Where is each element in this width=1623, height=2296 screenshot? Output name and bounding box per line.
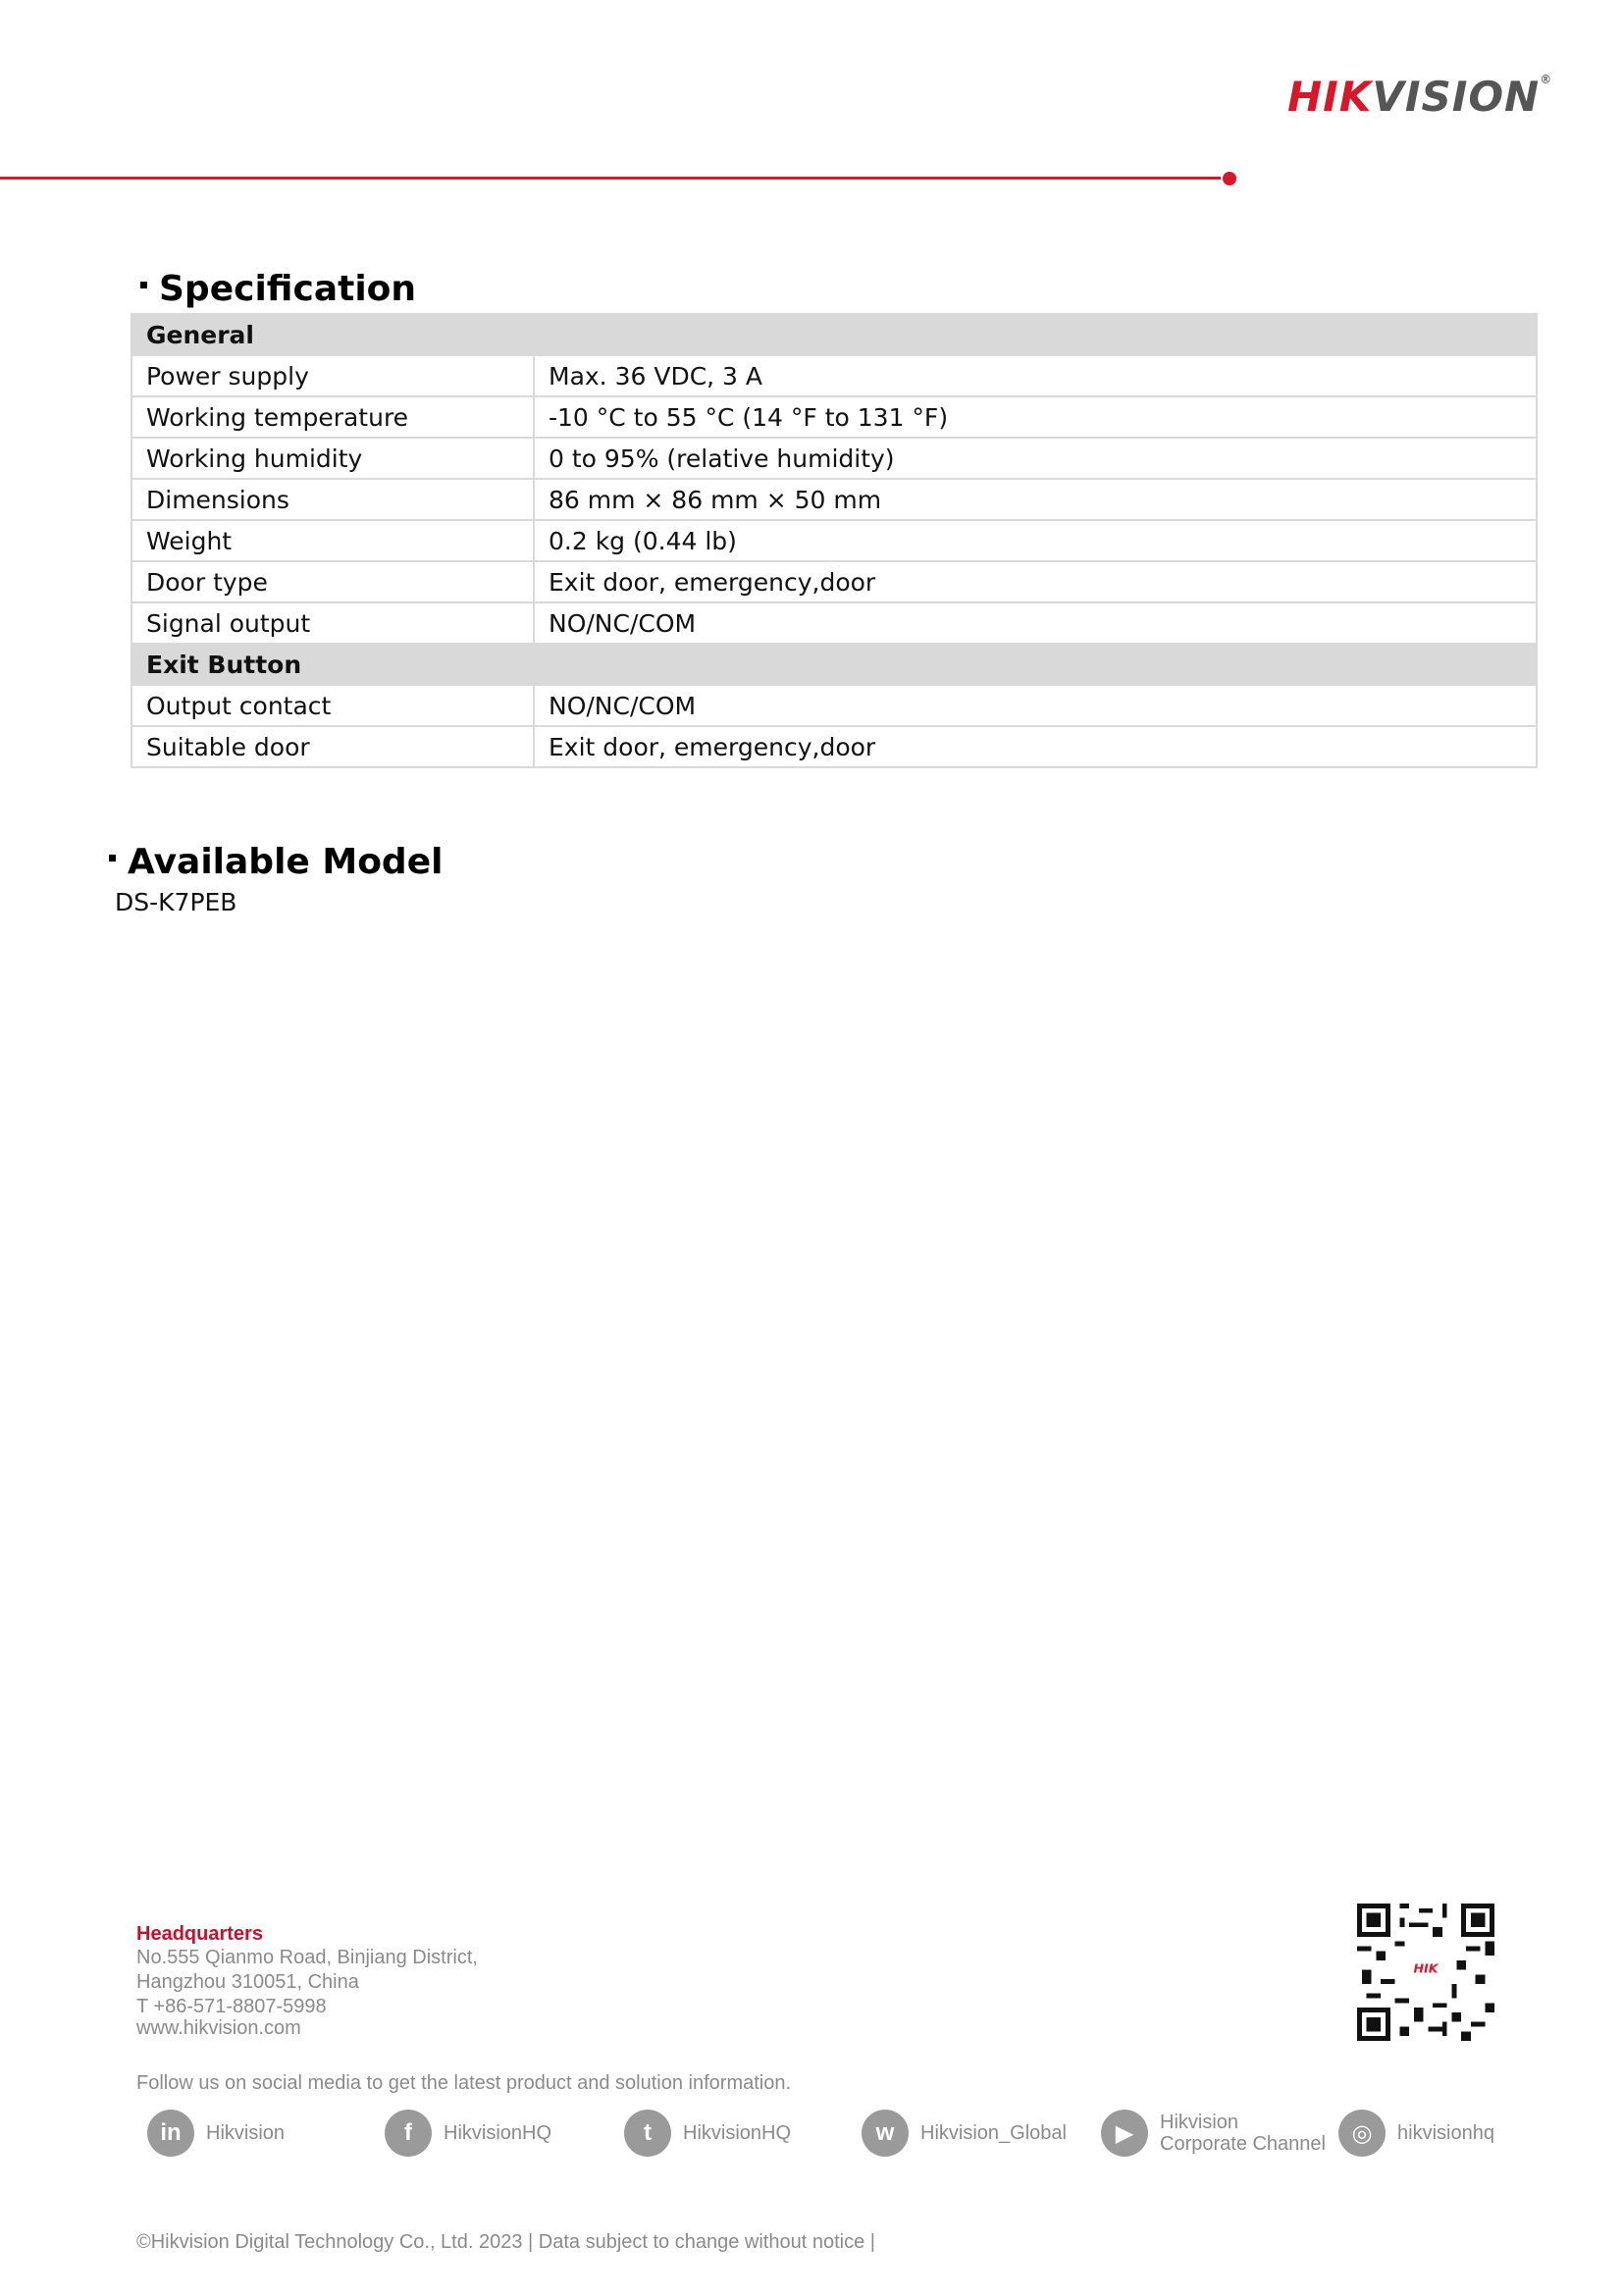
social-label: Hikvision (206, 2122, 286, 2144)
social-wechat[interactable] (862, 2108, 1067, 2159)
header-rule (0, 177, 1221, 180)
social-label: Hikvision_Global (920, 2122, 1067, 2144)
spec-value: NO/NC/COM (534, 685, 1537, 726)
table-row (131, 479, 1537, 520)
table-row (131, 438, 1537, 479)
qr-logo-text: HIK (1413, 1960, 1439, 1976)
table-row (131, 396, 1537, 438)
spec-value: NO/NC/COM (534, 602, 1537, 644)
address-line: No.555 Qianmo Road, Binjiang District, (136, 1947, 478, 1968)
specification-heading: Specification (140, 269, 416, 309)
twitter-icon: t (624, 2110, 671, 2157)
group-name: Exit Button (131, 644, 1537, 685)
table-row (131, 561, 1537, 602)
website-link[interactable]: www.hikvision.com (136, 2017, 301, 2039)
youtube-icon: ▶ (1101, 2110, 1148, 2157)
social-facebook[interactable] (385, 2108, 551, 2159)
qr-code (1357, 1904, 1494, 2041)
spec-key: Output contact (131, 685, 534, 726)
linkedin-icon: in (147, 2110, 194, 2157)
spec-key: Power supply (131, 355, 534, 396)
specification-table (131, 313, 1538, 768)
social-instagram[interactable] (1338, 2108, 1494, 2159)
social-twitter[interactable] (624, 2108, 791, 2159)
copyright-text: ©Hikvision Digital Technology Co., Ltd. 2023 | Data subject to change without notice | (136, 2231, 875, 2253)
group-name: General (131, 314, 1537, 355)
table-row (131, 726, 1537, 767)
social-label: HikvisionHQ (683, 2122, 792, 2144)
table-row (131, 685, 1537, 726)
available-model-heading: Available Model (109, 842, 443, 882)
wechat-icon: w (862, 2110, 909, 2157)
table-group-row (131, 644, 1537, 685)
follow-text: Follow us on social media to get the latest product and solution information. (136, 2072, 792, 2094)
social-label: HikvisionHQ (444, 2122, 552, 2144)
spec-key: Door type (131, 561, 534, 602)
spec-value: 0 to 95% (relative humidity) (534, 438, 1537, 479)
address-line: Hangzhou 310051, China (136, 1971, 359, 1993)
spec-key: Dimensions (131, 479, 534, 520)
social-label: Hikvision Corporate Channel (1160, 2112, 1326, 2155)
spec-value: Max. 36 VDC, 3 A (534, 355, 1537, 396)
model-number: DS-K7PEB (115, 888, 237, 916)
social-youtube[interactable] (1101, 2108, 1326, 2159)
instagram-icon: ◎ (1338, 2110, 1386, 2157)
headquarters-label: Headquarters (136, 1923, 263, 1945)
bullet-icon (109, 855, 116, 861)
spec-key: Suitable door (131, 726, 534, 767)
table-group-row (131, 314, 1537, 355)
hikvision-logo: HIKVISION® (1287, 73, 1553, 121)
spec-value: 0.2 kg (0.44 lb) (534, 520, 1537, 561)
spec-key: Working temperature (131, 396, 534, 438)
spec-value: Exit door, emergency,door (534, 561, 1537, 602)
social-label: hikvisionhq (1397, 2122, 1494, 2144)
table-row (131, 520, 1537, 561)
spec-key: Signal output (131, 602, 534, 644)
spec-value: -10 °C to 55 °C (14 °F to 131 °F) (534, 396, 1537, 438)
spec-key: Weight (131, 520, 534, 561)
header-rule-dot (1223, 172, 1236, 185)
spec-value: Exit door, emergency,door (534, 726, 1537, 767)
spec-value: 86 mm × 86 mm × 50 mm (534, 479, 1537, 520)
social-linkedin[interactable] (147, 2108, 285, 2159)
bullet-icon (140, 282, 147, 288)
facebook-icon: f (385, 2110, 432, 2157)
phone-number: T +86-571-8807-5998 (136, 1996, 327, 2017)
table-row (131, 355, 1537, 396)
table-row (131, 602, 1537, 644)
spec-key: Working humidity (131, 438, 534, 479)
